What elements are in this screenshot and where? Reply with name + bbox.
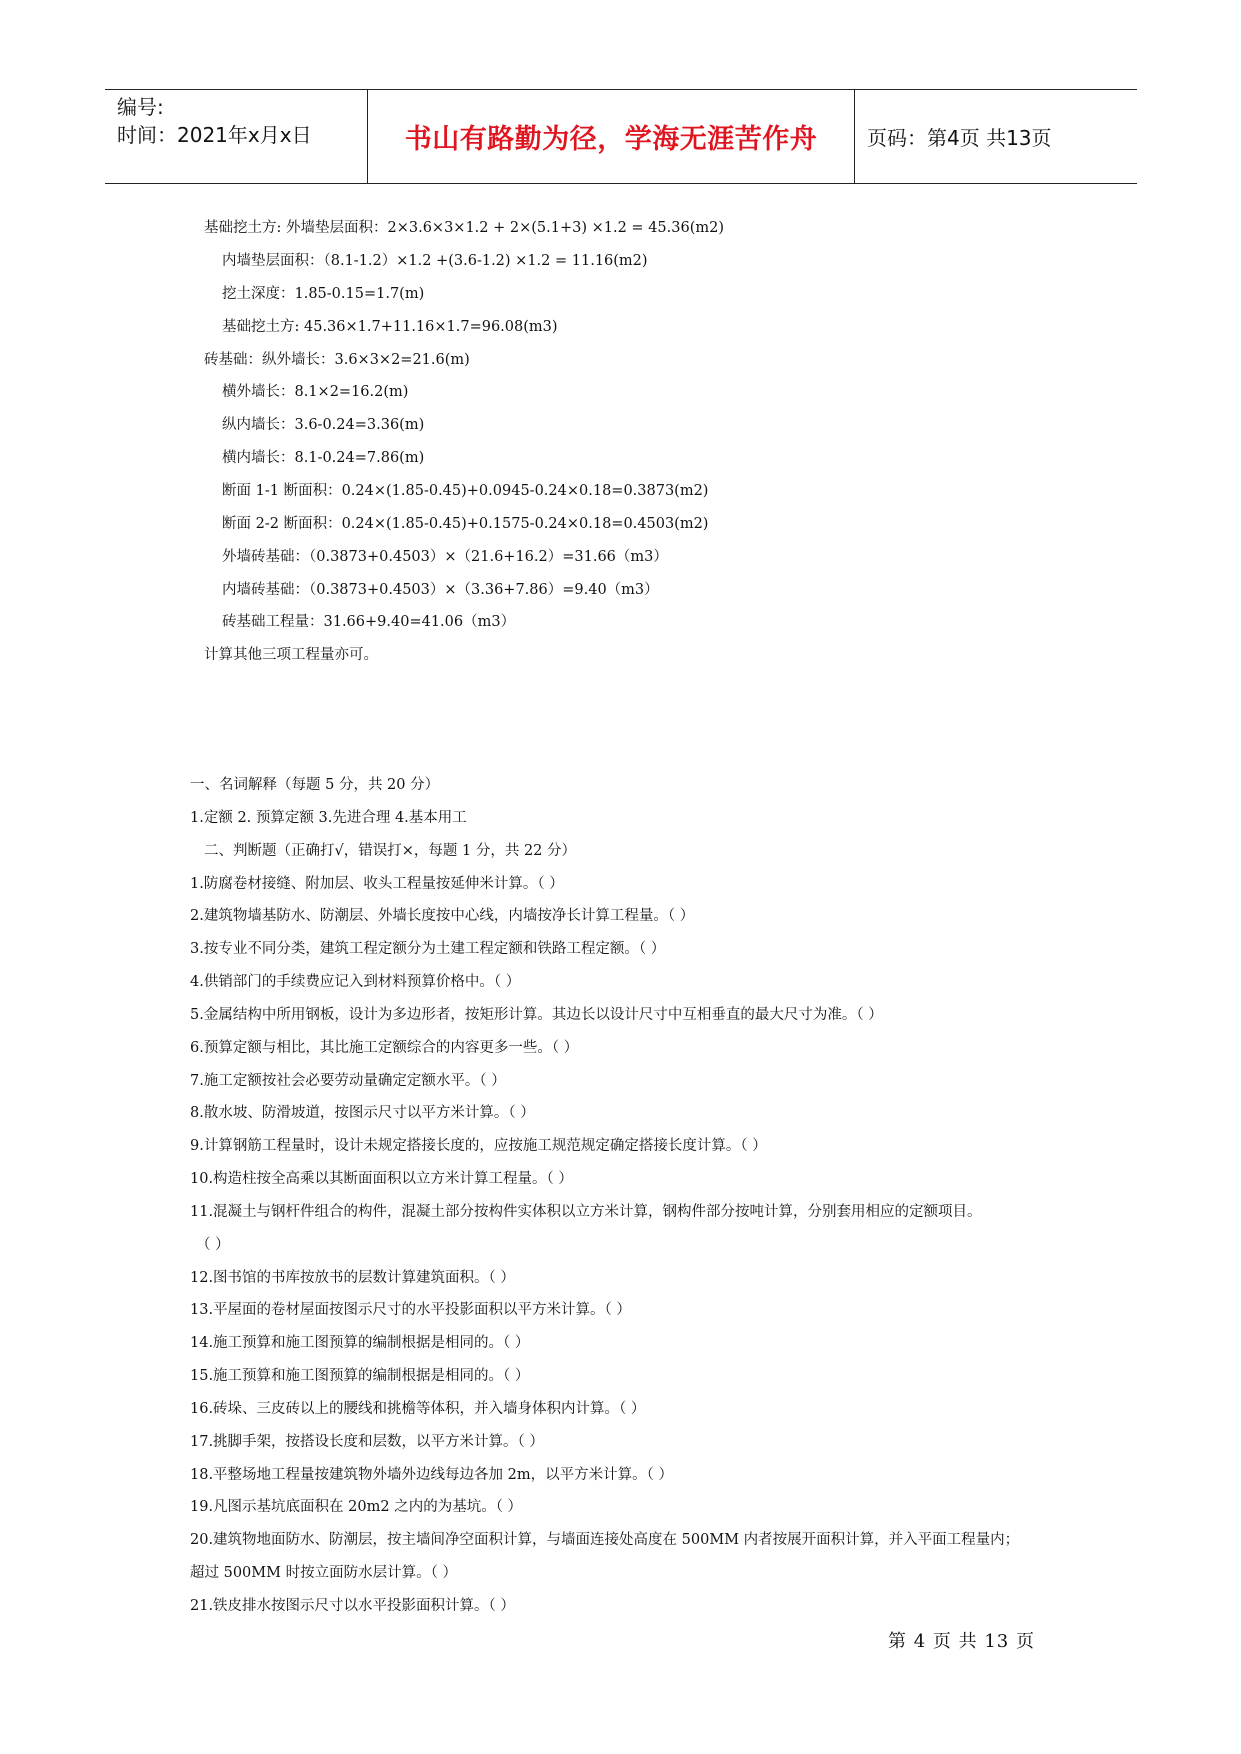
exam-question: 2.建筑物墙基防水、防潮层、外墙长度按中心线，内墙按净长计算工程量。（ ）	[190, 908, 695, 924]
calc-line: 内墙垫层面积：（8.1-1.2）×1.2 +(3.6-1.2) ×1.2 = 11.16(m2)	[222, 253, 648, 269]
exam-question: 17.挑脚手架，按搭设长度和层数，以平方米计算。（ ）	[190, 1434, 544, 1450]
serial-number-label: 编号:	[117, 95, 164, 119]
footer-page-number: 第 4 页 共 13 页	[888, 1631, 1035, 1652]
calc-line: 计算其他三项工程量亦可。	[204, 647, 378, 663]
exam-question: 12.图书馆的书库按放书的层数计算建筑面积。（ ）	[190, 1270, 515, 1286]
exam-question: 20.建筑物地面防水、防潮层，按主墙间净空面积计算，与墙面连接处高度在 500MM 内者按展开面积计算，并入平面工程量内；	[190, 1532, 1020, 1548]
calc-line: 砖基础工程量：31.66+9.40=41.06（m3）	[222, 614, 516, 630]
page-footer	[888, 1627, 1035, 1653]
exam-question: 5.金属结构中所用钢板，设计为多边形者，按矩形计算。其边长以设计尺寸中互相垂直的最大尺寸为准。（ ）	[190, 1007, 883, 1023]
exam-question-continuation: 超过 500MM 时按立面防水层计算。（ ）	[190, 1565, 457, 1581]
calc-line: 断面 2-2 断面积：0.24×(1.85-0.45)+0.1575-0.24×0.18=0.4503(m2)	[222, 516, 709, 532]
exam-question: 9.计算钢筋工程量时，设计未规定搭接长度的，应按施工规范规定确定搭接长度计算。（ ）	[190, 1138, 767, 1154]
calc-line: 砖基础：纵外墙长：3.6×3×2=21.6(m)	[204, 352, 470, 368]
header-meta	[105, 90, 367, 183]
exam-question-continuation: （ ）	[196, 1237, 230, 1253]
exam-question: 18.平整场地工程量按建筑物外墙外边线每边各加 2m，以平方米计算。（ ）	[190, 1467, 674, 1483]
exam-question: 14.施工预算和施工图预算的编制根据是相同的。（ ）	[190, 1335, 530, 1351]
calc-line: 横外墙长：8.1×2=16.2(m)	[222, 384, 409, 400]
page-header	[105, 89, 1137, 184]
exam-question: 15.施工预算和施工图预算的编制根据是相同的。（ ）	[190, 1368, 530, 1384]
exam-section-title: 一、名词解释（每题 5 分，共 20 分）	[190, 777, 440, 793]
header-page	[853, 90, 1137, 183]
time-label: 时间：2021年x月x日	[117, 123, 312, 147]
calc-line: 外墙砖基础：（0.3873+0.4503）×（21.6+16.2）=31.66（m3）	[222, 549, 668, 565]
motto-text: 书山有路勤为径，学海无涯苦作舟	[404, 124, 818, 155]
exam-question: 3.按专业不同分类，建筑工程定额分为土建工程定额和铁路工程定额。（ ）	[190, 941, 666, 957]
page-number-label: 页码：第4页 共13页	[867, 126, 1052, 150]
exam-terms: 1.定额 2. 预算定额 3.先进合理 4.基本用工	[190, 810, 467, 826]
calc-line: 内墙砖基础：（0.3873+0.4503）×（3.36+7.86）=9.40（m3）	[222, 582, 659, 598]
exam-question: 8.散水坡、防滑坡道，按图示尺寸以平方米计算。（ ）	[190, 1105, 535, 1121]
calc-line: 基础挖土方: 45.36×1.7+11.16×1.7=96.08(m3)	[222, 319, 558, 335]
calc-line: 挖土深度：1.85-0.15=1.7(m)	[222, 286, 425, 302]
exam-question: 13.平屋面的卷材屋面按图示尺寸的水平投影面积以平方米计算。（ ）	[190, 1302, 631, 1318]
exam-question: 11.混凝土与钢杆件组合的构件，混凝土部分按构件实体积以立方米计算，钢构件部分按吨计算，分别套用相应的定额项目。	[190, 1204, 982, 1220]
exam-question: 4.供销部门的手续费应记入到材料预算价格中。（ ）	[190, 974, 521, 990]
exam-question: 6.预算定额与相比，其比施工定额综合的内容更多一些。（ ）	[190, 1040, 579, 1056]
header-motto	[367, 90, 855, 183]
exam-question: 16.砖垛、三皮砖以上的腰线和挑檐等体积，并入墙身体积内计算。（ ）	[190, 1401, 646, 1417]
exam-question: 1.防腐卷材接缝、附加层、收头工程量按延伸米计算。（ ）	[190, 876, 564, 892]
exam-section-title: 二、判断题（正确打√，错误打×，每题 1 分，共 22 分）	[204, 843, 576, 859]
exam-question: 7.施工定额按社会必要劳动量确定定额水平。（ ）	[190, 1073, 506, 1089]
calc-line: 基础挖土方: 外墙垫层面积：2×3.6×3×1.2 + 2×(5.1+3) ×1.2 = 45.36(m2)	[204, 220, 724, 236]
exam-question: 21.铁皮排水按图示尺寸以水平投影面积计算。（ ）	[190, 1598, 515, 1614]
calc-line: 横内墙长：8.1-0.24=7.86(m)	[222, 450, 425, 466]
exam-question: 19.凡图示基坑底面积在 20m2 之内的为基坑。（ ）	[190, 1499, 523, 1515]
exam-question: 10.构造柱按全高乘以其断面面积以立方米计算工程量。（ ）	[190, 1171, 573, 1187]
calc-line: 断面 1-1 断面积：0.24×(1.85-0.45)+0.0945-0.24×0.18=0.3873(m2)	[222, 483, 709, 499]
calc-line: 纵内墙长：3.6-0.24=3.36(m)	[222, 417, 425, 433]
